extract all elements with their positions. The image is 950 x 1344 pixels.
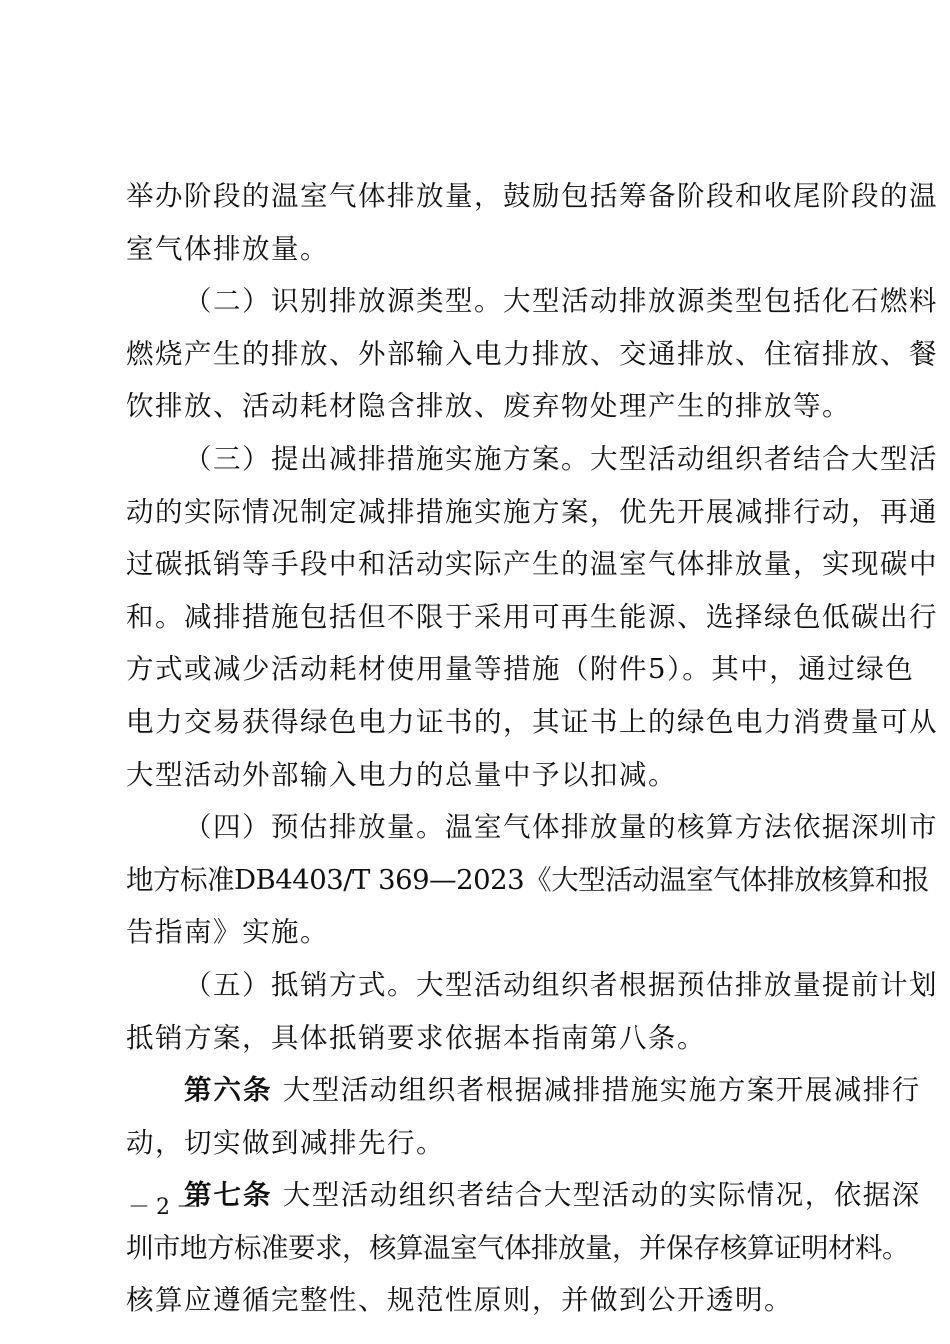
text-line: 室气体排放量。 bbox=[126, 232, 329, 265]
text-line: 燃烧产生的排放、外部输入电力排放、交通排放、住宿排放、餐 bbox=[126, 337, 938, 370]
body-text bbox=[126, 176, 938, 1333]
article-heading: 第七条 bbox=[184, 1179, 273, 1212]
article-heading: 第六条 bbox=[184, 1074, 273, 1107]
text-line: （二）识别排放源类型。大型活动排放源类型包括化石燃料 bbox=[184, 285, 938, 318]
text-line: 过碳抵销等手段中和活动实际产生的温室气体排放量，实现碳中 bbox=[126, 548, 938, 581]
article-text: 大型活动组织者根据减排措施实施方案开展减排行 bbox=[282, 1074, 921, 1107]
text-line: 大型活动外部输入电力的总量中予以扣减。 bbox=[126, 758, 677, 791]
text-line: （三）提出减排措施实施方案。大型活动组织者结合大型活 bbox=[184, 442, 938, 475]
article-text: 大型活动组织者结合大型活动的实际情况，依据深 bbox=[282, 1179, 921, 1212]
article-seven-line bbox=[126, 1175, 921, 1228]
text-line: 方式或减少活动耗材使用量等措施（附件5）。其中，通过绿色 bbox=[126, 653, 915, 686]
text-line: 核算应遵循完整性、规范性原则，并做到公开透明。 bbox=[126, 1284, 793, 1317]
text-line: 抵销方案，具体抵销要求依据本指南第八条。 bbox=[126, 1021, 706, 1054]
text-line: 告指南》实施。 bbox=[126, 916, 329, 949]
text-line: 和。减排措施包括但不限于采用可再生能源、选择绿色低碳出行 bbox=[126, 600, 938, 633]
text-line: 地方标准DB4403/T 369—2023《大型活动温室气体排放核算和报 bbox=[126, 863, 930, 896]
text-line: （五）抵销方式。大型活动组织者根据预估排放量提前计划 bbox=[184, 968, 938, 1001]
text-line: 动，切实做到减排先行。 bbox=[126, 1126, 445, 1159]
text-line: （四）预估排放量。温室气体排放量的核算方法依据深圳市 bbox=[184, 811, 938, 844]
page-number: －2－ bbox=[128, 1195, 204, 1220]
text-line: 动的实际情况制定减排措施实施方案，优先开展减排行动，再通 bbox=[126, 495, 938, 528]
text-line: 圳市地方标准要求，核算温室气体排放量，并保存核算证明材料。 bbox=[126, 1231, 909, 1264]
text-line: 举办阶段的温室气体排放量，鼓励包括筹备阶段和收尾阶段的温 bbox=[126, 180, 938, 212]
text-line: 饮排放、活动耗材隐含排放、废弃物处理产生的排放等。 bbox=[126, 390, 851, 423]
article-six-line bbox=[126, 1070, 921, 1123]
text-line: 电力交易获得绿色电力证书的，其证书上的绿色电力消费量可从 bbox=[126, 705, 938, 738]
